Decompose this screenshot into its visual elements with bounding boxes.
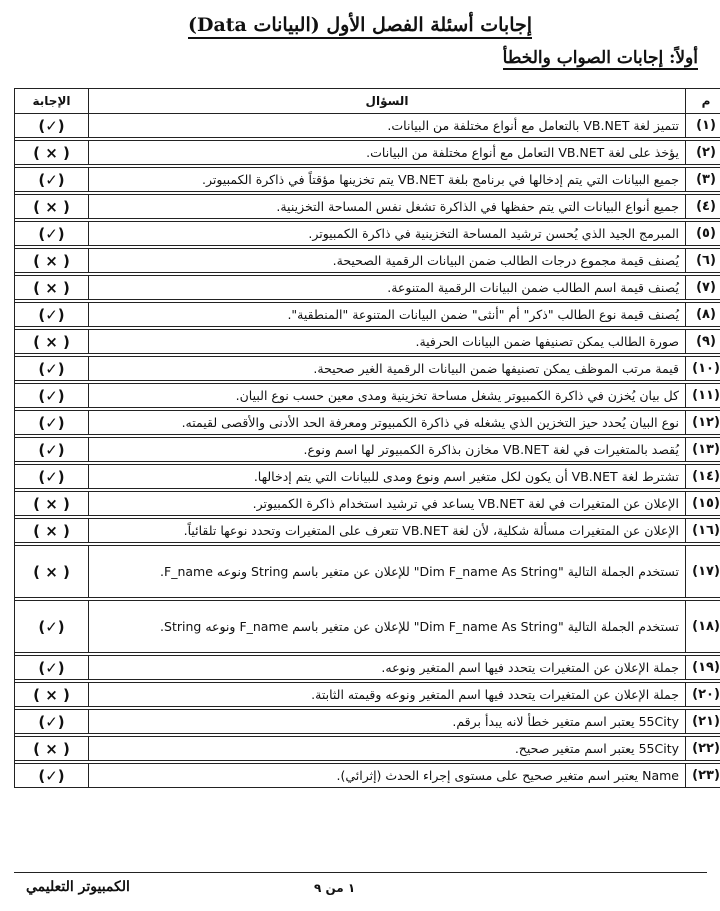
row-question: يؤخذ على لغة VB.NET التعامل مع أنواع مختلفة من البيانات. [89,141,686,165]
table-row [15,465,720,489]
table-row [15,546,720,598]
table-row [15,438,720,462]
row-number: (٢) [686,141,720,165]
table-row [15,195,720,219]
row-answer: (✓) [15,114,89,138]
row-number: (١٢) [686,411,720,435]
row-question: Name يعتبر اسم متغير صحيح على مستوى إجراء الحدث (إثرائي). [89,764,686,788]
row-number: (٤) [686,195,720,219]
row-question: تشترط لغة VB.NET أن يكون لكل متغير اسم ونوع ومدى للبيانات التي يتم إدخالها. [89,465,686,489]
row-number: (٢١) [686,710,720,734]
row-answer: ( × ) [15,737,89,761]
row-answer: (✓) [15,710,89,734]
row-answer: ( × ) [15,141,89,165]
row-number: (٢٢) [686,737,720,761]
row-question: تستخدم الجملة التالية "Dim F_name As String" للإعلان عن متغير باسم String ونوعه F_name. [89,546,686,598]
row-answer: (✓) [15,384,89,408]
row-question: صورة الطالب يمكن تصنيفها ضمن البيانات الحرفية. [89,330,686,354]
table-row [15,114,720,138]
row-answer: (✓) [15,222,89,246]
row-answer: ( × ) [15,683,89,707]
row-question: الإعلان عن المتغيرات مسألة شكلية، لأن لغة VB.NET تتعرف على المتغيرات وتحدد نوعها تلقائياً. [89,519,686,543]
row-question: جميع البيانات التي يتم إدخالها في برنامج بلغة VB.NET يتم تخزينها مؤقتاً في ذاكرة الكمبيوتر. [89,168,686,192]
table-row [15,222,720,246]
row-number: (١٣) [686,438,720,462]
column-header-answer: الإجابة [15,89,89,114]
table-row [15,249,720,273]
row-question: تتميز لغة VB.NET بالتعامل مع أنواع مختلفة من البيانات. [89,114,686,138]
row-number: (١٩) [686,656,720,680]
table-row [15,737,720,761]
row-number: (٨) [686,303,720,327]
table-row [15,683,720,707]
table-row [15,764,720,788]
row-answer: (✓) [15,656,89,680]
table-row [15,656,720,680]
section-title: أولاً: إجابات الصواب والخطأ [502,48,698,68]
row-number: (١٤) [686,465,720,489]
row-answer: ( × ) [15,195,89,219]
row-answer: (✓) [15,438,89,462]
table-row [15,303,720,327]
row-number: (١٠) [686,357,720,381]
row-question: يُقصد بالمتغيرات في لغة VB.NET مخازن بذاكرة الكمبيوتر لها اسم ونوع. [89,438,686,462]
row-number: (٦) [686,249,720,273]
table-row [15,276,720,300]
table-row [15,168,720,192]
page-footer [14,872,707,903]
row-number: (٥) [686,222,720,246]
table-row [15,710,720,734]
row-question: كل بيان يُخزن في ذاكرة الكمبيوتر يشغل مساحة تخزينية ومدى معين حسب نوع البيان. [89,384,686,408]
column-header-num: م [686,89,720,114]
true-false-table [14,88,720,788]
row-answer: (✓) [15,411,89,435]
row-number: (٩) [686,330,720,354]
table-row [15,411,720,435]
row-answer: (✓) [15,168,89,192]
table-header-row [15,89,720,114]
row-question: جميع أنواع البيانات التي يتم حفظها في الذاكرة تشغل نفس المساحة التخزينية. [89,195,686,219]
row-question: نوع البيان يُحدد حيز التخزين الذي يشغله في ذاكرة الكمبيوتر ومعرفة الحد الأدنى والأقصى لقيمته. [89,411,686,435]
row-answer: ( × ) [15,276,89,300]
row-answer: ( × ) [15,249,89,273]
footer-subject: الكمبيوتر التعليمي [26,879,130,895]
row-answer: (✓) [15,303,89,327]
row-number: (٢٣) [686,764,720,788]
table-row [15,519,720,543]
row-number: (١٧) [686,546,720,598]
table-row [15,601,720,653]
row-question: تستخدم الجملة التالية "Dim F_name As String" للإعلان عن متغير باسم F_name ونوعه String. [89,601,686,653]
row-answer: ( × ) [15,519,89,543]
row-number: (٢٠) [686,683,720,707]
table-row [15,141,720,165]
row-number: (١١) [686,384,720,408]
table-row [15,357,720,381]
document-title: إجابات أسئلة الفصل الأول (البيانات Data) [0,14,720,36]
row-number: (١٦) [686,519,720,543]
row-answer: ( × ) [15,492,89,516]
row-question: 55City يعتبر اسم متغير خطأ لانه يبدأ برقم. [89,710,686,734]
row-answer: ( × ) [15,546,89,598]
table-row [15,384,720,408]
row-question: جملة الإعلان عن المتغيرات يتحدد فيها اسم المتغير ونوعه وقيمته الثابتة. [89,683,686,707]
row-number: (١٨) [686,601,720,653]
row-question: الإعلان عن المتغيرات في لغة VB.NET يساعد في ترشيد استخدام ذاكرة الكمبيوتر. [89,492,686,516]
row-question: يُصنف قيمة نوع الطالب "ذكر" أم "أنثى" ضمن البيانات المتنوعة "المنطقية". [89,303,686,327]
row-question: جملة الإعلان عن المتغيرات يتحدد فيها اسم المتغير ونوعه. [89,656,686,680]
row-number: (١٥) [686,492,720,516]
row-question: يُصنف قيمة اسم الطالب ضمن البيانات الرقمية المتنوعة. [89,276,686,300]
row-question: قيمة مرتب الموظف يمكن تصنيفها ضمن البيانات الرقمية الغير صحيحة. [89,357,686,381]
row-number: (١) [686,114,720,138]
row-question: يُصنف قيمة مجموع درجات الطالب ضمن البيانات الرقمية الصحيحة. [89,249,686,273]
row-answer: ( × ) [15,330,89,354]
page-number: ١ من ٩ [314,881,356,895]
row-answer: (✓) [15,357,89,381]
row-number: (٧) [686,276,720,300]
table-row [15,492,720,516]
row-question: 55City يعتبر اسم متغير صحيح. [89,737,686,761]
row-number: (٣) [686,168,720,192]
column-header-question: السؤال [89,89,686,114]
row-question: المبرمج الجيد الذي يُحسن ترشيد المساحة التخزينية في ذاكرة الكمبيوتر. [89,222,686,246]
row-answer: (✓) [15,764,89,788]
row-answer: (✓) [15,465,89,489]
row-answer: (✓) [15,601,89,653]
table-row [15,330,720,354]
